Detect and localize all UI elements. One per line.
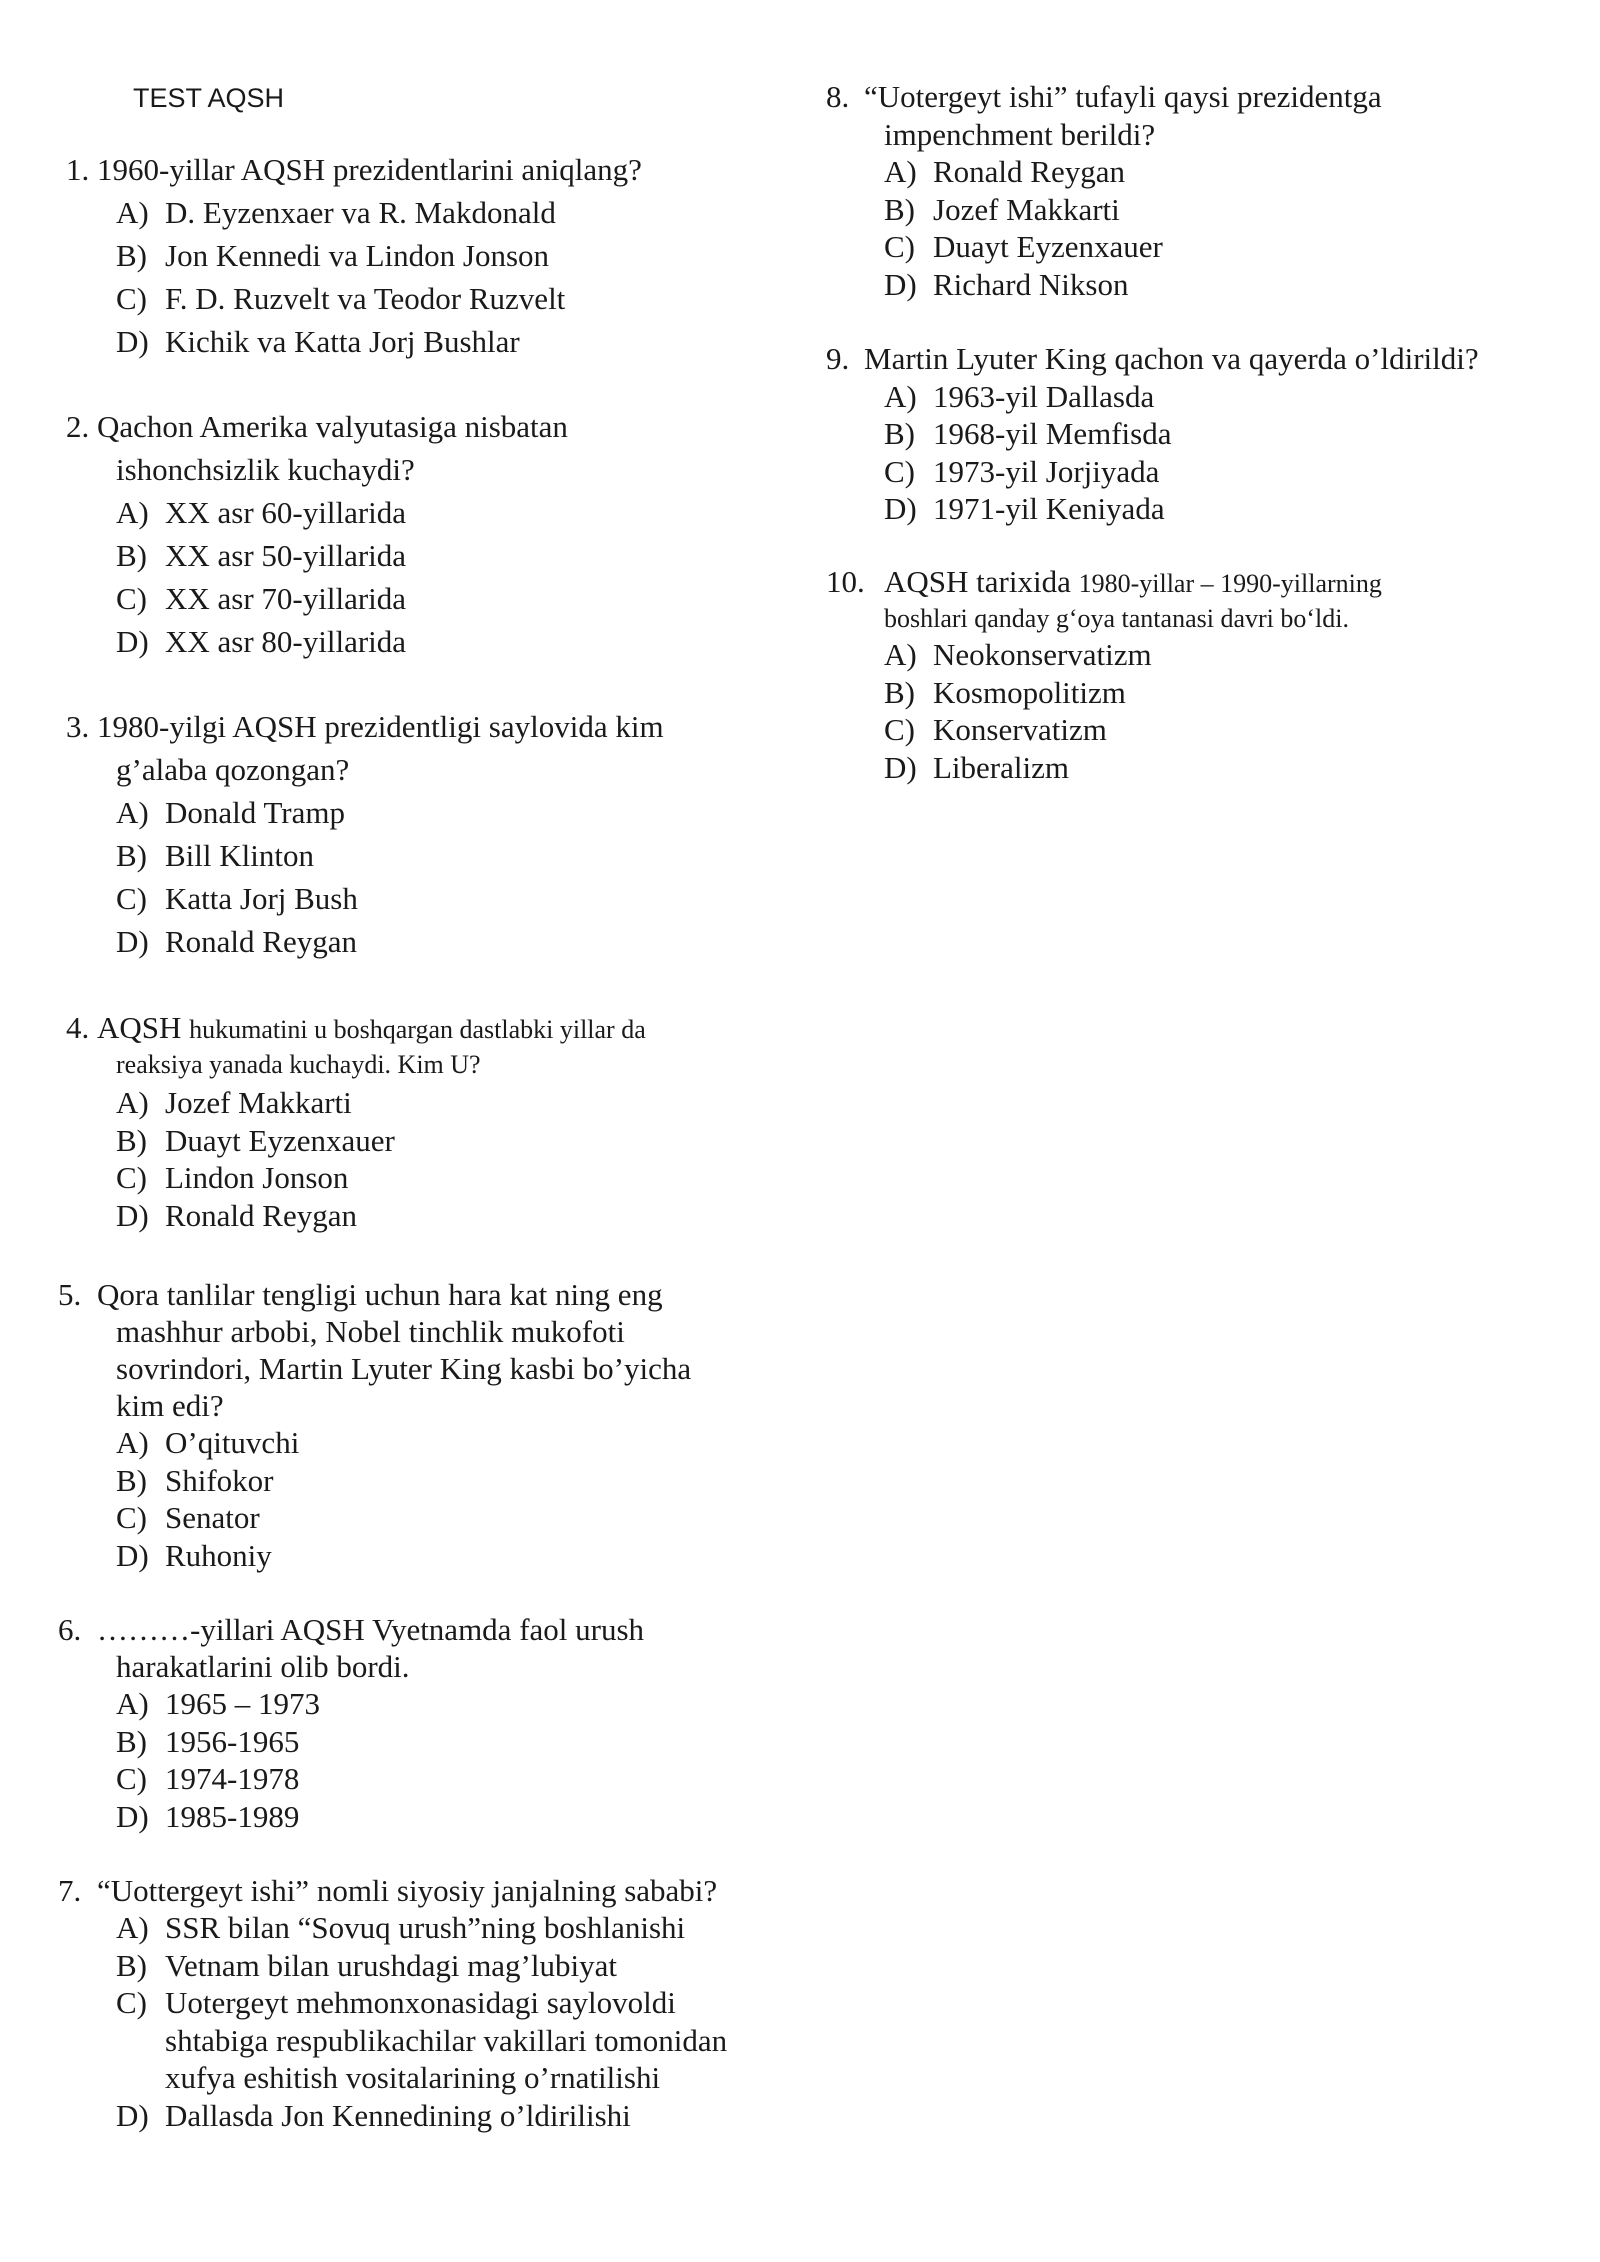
option-text: Donald Tramp: [165, 795, 345, 830]
question-text: 1960-yillar AQSH prezidentlarini aniqlang?: [97, 152, 642, 187]
option-letter: C): [116, 281, 147, 316]
option-c[interactable]: [800, 711, 1600, 749]
question-9: [800, 340, 1600, 528]
option-text: 1965 – 1973: [165, 1686, 320, 1721]
option-text: Liberalizm: [933, 749, 1069, 785]
option-d[interactable]: [0, 620, 800, 663]
option-text: Shifokor: [165, 1462, 274, 1498]
option-a[interactable]: [800, 153, 1600, 191]
question-10: [800, 564, 1600, 786]
option-text: Jozef Makkarti: [165, 1085, 352, 1120]
option-c[interactable]: [0, 1159, 800, 1197]
option-a[interactable]: [0, 791, 800, 834]
option-text: Ronald Reygan: [165, 1197, 357, 1233]
question-lead: AQSH tarixida: [884, 564, 1071, 599]
option-b[interactable]: [800, 415, 1600, 453]
option-text: F. D. Ruzvelt va Teodor Ruzvelt: [165, 281, 566, 316]
question-text-line-2: boshlari qanday g‘oya tantanasi davri bo‘ldi.: [884, 604, 1349, 633]
option-text: Duayt Eyzenxauer: [165, 1122, 395, 1158]
question-text-line-2: reaksiya yanada kuchaydi. Kim U?: [116, 1050, 481, 1079]
option-text: 1985-1989: [165, 1798, 300, 1834]
option-d[interactable]: [800, 490, 1600, 528]
question-1: [0, 148, 800, 363]
option-text-line-3: xufya eshitish vositalarining o’rnatilishi: [165, 2060, 661, 2095]
option-letter: A): [116, 1085, 149, 1120]
option-text: Katta Jorj Bush: [165, 881, 358, 916]
option-letter: C): [884, 453, 915, 489]
option-letter: D): [116, 324, 149, 359]
option-text: Dallasda Jon Kennedining o’ldirilishi: [165, 2097, 631, 2133]
option-a[interactable]: [0, 191, 800, 234]
option-letter: C): [116, 881, 147, 916]
option-b[interactable]: [800, 674, 1600, 712]
option-text: Jozef Makkarti: [933, 191, 1120, 227]
option-letter: D): [116, 1537, 149, 1573]
option-d[interactable]: [0, 920, 800, 963]
option-letter: B): [116, 538, 147, 573]
question-lead: AQSH: [97, 1010, 182, 1045]
option-a[interactable]: [0, 491, 800, 534]
option-text: Uotergeyt mehmonxonasidagi saylovoldi: [165, 1985, 676, 2020]
question-text: Qachon Amerika valyutasiga nisbatan: [97, 409, 568, 444]
question-text: hukumatini u boshqargan dastlabki yillar da: [189, 1015, 646, 1044]
option-letter: B): [884, 191, 915, 227]
option-letter: D): [116, 1197, 149, 1233]
option-letter: A): [884, 637, 917, 672]
question-number: 5.: [58, 1277, 82, 1312]
option-letter: B): [116, 1947, 147, 1983]
option-c[interactable]: [0, 877, 800, 920]
option-letter: B): [116, 238, 147, 273]
question-text-line-4: kim edi?: [116, 1388, 224, 1423]
question-text-line-2: mashhur arbobi, Nobel tinchlik mukofoti: [116, 1314, 625, 1349]
option-text: 1974-1978: [165, 1761, 300, 1796]
question-5: [0, 1276, 800, 1574]
option-d[interactable]: [0, 320, 800, 363]
option-c[interactable]: [0, 577, 800, 620]
question-number: 6.: [58, 1612, 82, 1647]
option-c[interactable]: [800, 453, 1600, 491]
option-text: XX asr 70-yillarida: [165, 581, 407, 616]
option-letter: D): [116, 924, 149, 959]
option-letter: B): [116, 1462, 147, 1498]
question-text-line-3: sovrindori, Martin Lyuter King kasbi bo’yicha: [116, 1351, 692, 1386]
option-text: XX asr 50-yillarida: [165, 538, 407, 573]
option-d[interactable]: [0, 1197, 800, 1235]
option-text: Ronald Reygan: [165, 924, 357, 959]
option-letter: D): [884, 749, 917, 785]
question-6: [0, 1611, 800, 1835]
option-text: XX asr 60-yillarida: [165, 495, 407, 530]
question-number: 10.: [826, 564, 865, 599]
option-letter: D): [116, 1798, 149, 1834]
question-7: [0, 1872, 800, 2134]
option-letter: C): [116, 1160, 147, 1195]
option-a[interactable]: [800, 378, 1600, 416]
option-text: Jon Kennedi va Lindon Jonson: [165, 238, 550, 273]
question-text: “Uotergeyt ishi” tufayli qaysi prezidentga: [864, 79, 1382, 114]
option-text: D. Eyzenxaer va R. Makdonald: [165, 195, 556, 230]
option-text: 1973-yil Jorjiyada: [933, 453, 1160, 489]
question-number: 1.: [66, 152, 90, 187]
question-2: [0, 405, 800, 663]
option-text-line-2: shtabiga respublikachilar vakillari tomonidan: [165, 2022, 728, 2058]
question-text: Martin Lyuter King qachon va qayerda o’ldirildi?: [864, 341, 1479, 376]
option-d[interactable]: [0, 1798, 800, 1836]
option-c[interactable]: [0, 1499, 800, 1537]
option-text: Neokonservatizm: [933, 637, 1152, 672]
option-letter: C): [116, 1761, 147, 1796]
option-letter: A): [884, 154, 917, 189]
question-text-line-2: harakatlarini olib bordi.: [116, 1649, 410, 1684]
question-3: [0, 705, 800, 963]
option-letter: C): [116, 581, 147, 616]
option-text: Senator: [165, 1500, 260, 1535]
option-c[interactable]: [0, 277, 800, 320]
question-number: 4.: [66, 1010, 90, 1045]
option-text: 1963-yil Dallasda: [933, 378, 1155, 414]
option-text: Lindon Jonson: [165, 1160, 349, 1195]
option-letter: C): [116, 1985, 147, 2020]
option-a[interactable]: [800, 636, 1600, 674]
option-b[interactable]: [0, 1462, 800, 1500]
option-text: Ronald Reygan: [933, 154, 1125, 189]
option-letter: B): [884, 416, 915, 451]
option-letter: C): [884, 229, 915, 264]
question-text: 1980-yilgi AQSH prezidentligi saylovida kim: [97, 709, 664, 744]
option-c[interactable]: [0, 1984, 800, 2097]
option-d[interactable]: [0, 1537, 800, 1575]
question-text-line-2: g’alaba qozongan?: [116, 752, 350, 787]
option-letter: B): [116, 838, 147, 873]
option-text: Kichik va Katta Jorj Bushlar: [165, 324, 520, 359]
option-b[interactable]: [0, 234, 800, 277]
question-number: 3.: [66, 709, 90, 744]
option-letter: D): [116, 2097, 149, 2133]
option-letter: A): [116, 1686, 149, 1721]
option-letter: B): [884, 674, 915, 710]
document-title: TEST AQSH: [133, 83, 285, 113]
question-text: “Uottergeyt ishi” nomli siyosiy janjalning sababi?: [97, 1873, 718, 1908]
option-b[interactable]: [0, 1122, 800, 1160]
option-b[interactable]: [0, 534, 800, 577]
option-text: SSR bilan “Sovuq urush”ning boshlanishi: [165, 1910, 686, 1945]
option-letter: A): [116, 495, 149, 530]
option-text: Ruhoniy: [165, 1537, 272, 1573]
option-text: O’qituvchi: [165, 1425, 300, 1460]
option-d[interactable]: [800, 266, 1600, 304]
option-letter: A): [884, 378, 917, 414]
option-text: Konservatizm: [933, 712, 1107, 747]
option-text: Kosmopolitizm: [933, 674, 1126, 710]
option-letter: D): [884, 266, 917, 302]
option-a[interactable]: [0, 1424, 800, 1462]
option-text: Duayt Eyzenxauer: [933, 229, 1163, 264]
option-text: 1971-yil Keniyada: [933, 491, 1165, 526]
question-text: Qora tanlilar tengligi uchun hara kat ning eng: [97, 1277, 663, 1312]
option-text: Vetnam bilan urushdagi mag’lubiyat: [165, 1947, 617, 1983]
option-text: 1968-yil Memfisda: [933, 416, 1172, 451]
option-letter: B): [116, 1723, 147, 1759]
question-text: 1980-yillar – 1990-yillarning: [1078, 569, 1382, 598]
question-text: ………-yillari AQSH Vyetnamda faol urush: [97, 1612, 645, 1647]
question-text-line-2: ishonchsizlik kuchaydi?: [116, 452, 415, 487]
option-d[interactable]: [800, 749, 1600, 787]
option-a[interactable]: [0, 1685, 800, 1723]
option-letter: D): [884, 491, 917, 526]
option-letter: A): [116, 795, 149, 830]
option-letter: A): [116, 1425, 149, 1460]
option-text: Bill Klinton: [165, 838, 314, 873]
option-c[interactable]: [0, 1760, 800, 1798]
option-letter: C): [116, 1500, 147, 1535]
option-letter: C): [884, 712, 915, 747]
option-a[interactable]: [0, 1909, 800, 1947]
question-number: 9.: [826, 341, 850, 376]
option-letter: A): [116, 195, 149, 230]
question-number: 2.: [66, 409, 90, 444]
option-letter: A): [116, 1910, 149, 1945]
option-text: Richard Nikson: [933, 266, 1129, 302]
option-letter: B): [116, 1122, 147, 1158]
option-b[interactable]: [800, 191, 1600, 229]
question-4: [0, 1010, 800, 1234]
option-b[interactable]: [0, 1723, 800, 1761]
question-number: 8.: [826, 79, 850, 114]
option-a[interactable]: [0, 1084, 800, 1122]
option-text: 1956-1965: [165, 1723, 300, 1759]
question-number: 7.: [58, 1873, 82, 1908]
option-b[interactable]: [0, 834, 800, 877]
question-text-line-2: impenchment berildi?: [884, 116, 1156, 152]
option-c[interactable]: [800, 228, 1600, 266]
option-letter: D): [116, 624, 149, 659]
option-b[interactable]: [0, 1947, 800, 1985]
option-d[interactable]: [0, 2097, 800, 2135]
option-text: XX asr 80-yillarida: [165, 624, 407, 659]
question-8: [800, 78, 1600, 303]
